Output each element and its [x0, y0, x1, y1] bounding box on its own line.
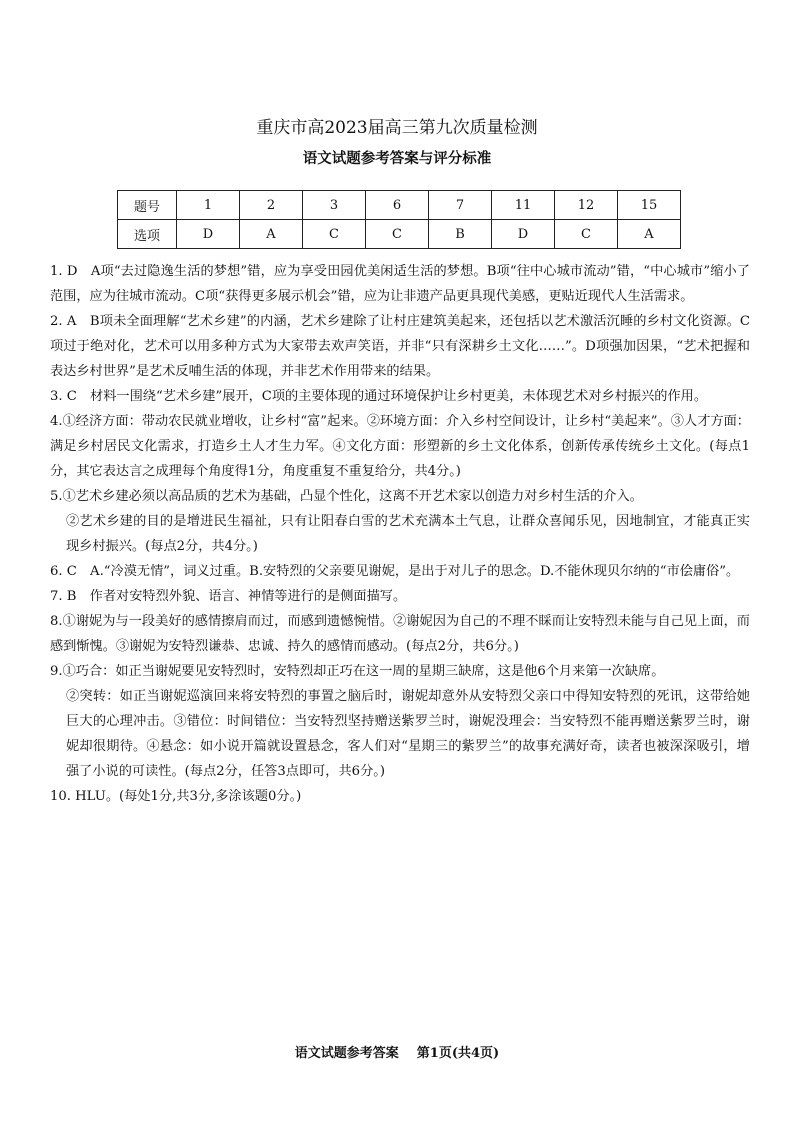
answer-item-8: 8.①谢妮为与一段美好的感情擦肩而过，而感到遗憾惋惜。②谢妮因为自己的不理不睬而让安特烈未能与自己见上面，而感到惭愧。③谢妮为安特烈谦恭、忠诚、持久的感情而感动。(每点2分，共6分。) [50, 614, 750, 654]
answer-item-10: 10. HLU。(每处1分,共3分,多涂该题0分。) [50, 789, 302, 804]
answer-table-row-options [118, 220, 681, 249]
answer-table-row-numbers [118, 191, 681, 220]
answer-option: D [177, 220, 240, 249]
answer-item-9-cont: ②突转：如正当谢妮巡演回来将安特烈的事置之脑后时，谢妮却意外从安特烈父亲口中得知安特烈的死讯，这带给她巨大的心理冲击。③错位：时间错位：当安特烈坚持赠送紫罗兰时，谢妮没理会：当安特烈不能再赠送紫罗兰时，谢妮却很期待。④悬念：如小说开篇就设置悬念，客人们对“星期三的紫罗兰”的故事充满好奇，读者也被深深吸引，增强了小说的可读性。(每点2分，任答3点即可，共6分。) [66, 689, 750, 779]
answer-table [117, 190, 681, 249]
question-number: 1 [177, 191, 240, 220]
answer-option: A [618, 220, 681, 249]
footer-page-number: 第1页(共4页) [416, 1046, 500, 1061]
answer-item-9: 9.①巧合：如正当谢妮要见安特烈时，安特烈却正巧在这一周的星期三缺席，这是他6个月来第一次缺席。 [50, 664, 665, 679]
answer-item-7: 7. B 作者对安特烈外貌、语言、神情等进行的是侧面描写。 [50, 589, 407, 604]
footer-doc-name: 语文试题参考答案 [294, 1046, 399, 1061]
answer-option: C [555, 220, 618, 249]
answer-item-4: 4.①经济方面：带动农民就业增收，让乡村“富”起来。②环境方面：介入乡村空间设计，让乡村“美起来”。③人才方面：满足乡村居民文化需求，打造乡土人才生力军。④文化方面：形塑新的乡土文化体系，创新传承传统乡土文化。(每点1分，其它表达言之成理每个角度得1分，角度重复不重复给分，共4分。) [50, 414, 750, 479]
row-header-option: 选项 [118, 220, 177, 249]
answer-option: C [303, 220, 366, 249]
question-number: 6 [366, 191, 429, 220]
row-header-number: 题号 [118, 191, 177, 220]
question-number: 7 [429, 191, 492, 220]
answer-explanations [50, 259, 750, 809]
answer-item-3: 3. C 材料一围绕“艺术乡建”展开，C项的主要体现的通过环境保护让乡村更美，未体现艺术对乡村振兴的作用。 [50, 389, 708, 404]
answer-item-6: 6. C A.“冷漠无情”，词义过重。B.安特烈的父亲要见谢妮，是出于对儿子的思念。D.不能休现贝尔纳的“市侩庸俗”。 [50, 564, 740, 579]
question-number: 2 [240, 191, 303, 220]
answer-option: B [429, 220, 492, 249]
answer-option: D [492, 220, 555, 249]
answer-item-1: 1. D A项“去过隐逸生活的梦想”错，应为享受田园优美闲适生活的梦想。B项“往中心城市流动”错，“中心城市”缩小了范围，应为往城市流动。C项“获得更多展示机会”错，应为让非遗产品更具现代美感，更贴近现代人生活需求。 [50, 264, 750, 304]
question-number: 15 [618, 191, 681, 220]
question-number: 12 [555, 191, 618, 220]
question-number: 11 [492, 191, 555, 220]
answer-option: C [366, 220, 429, 249]
question-number: 3 [303, 191, 366, 220]
page-footer [0, 1042, 794, 1061]
answer-item-5-cont: ②艺术乡建的目的是增进民生福祉，只有让阳春白雪的艺术充满本土气息，让群众喜闻乐见，因地制宜，才能真正实现乡村振兴。(每点2分，共4分。) [66, 514, 750, 554]
answer-item-5: 5.①艺术乡建必须以高品质的艺术为基础，凸显个性化，这离不开艺术家以创造力对乡村生活的介入。 [50, 489, 643, 504]
document-subtitle: 语文试题参考答案与评分标准 [302, 150, 492, 167]
document-title: 重庆市高2023届高三第九次质量检测 [256, 118, 538, 138]
answer-option: A [240, 220, 303, 249]
answer-item-2: 2. A B项未全面理解“艺术乡建”的内涵，艺术乡建除了让村庄建筑美起来，还包括以艺术激活沉睡的乡村文化资源。C项过于绝对化，艺术可以用多种方式为大家带去欢声笑语，并非“只有深耕乡土文化……”。D项强加因果，“艺术把握和表达乡村世界”是艺术反哺生活的体现，并非艺术作用带来的结果。 [50, 314, 750, 379]
